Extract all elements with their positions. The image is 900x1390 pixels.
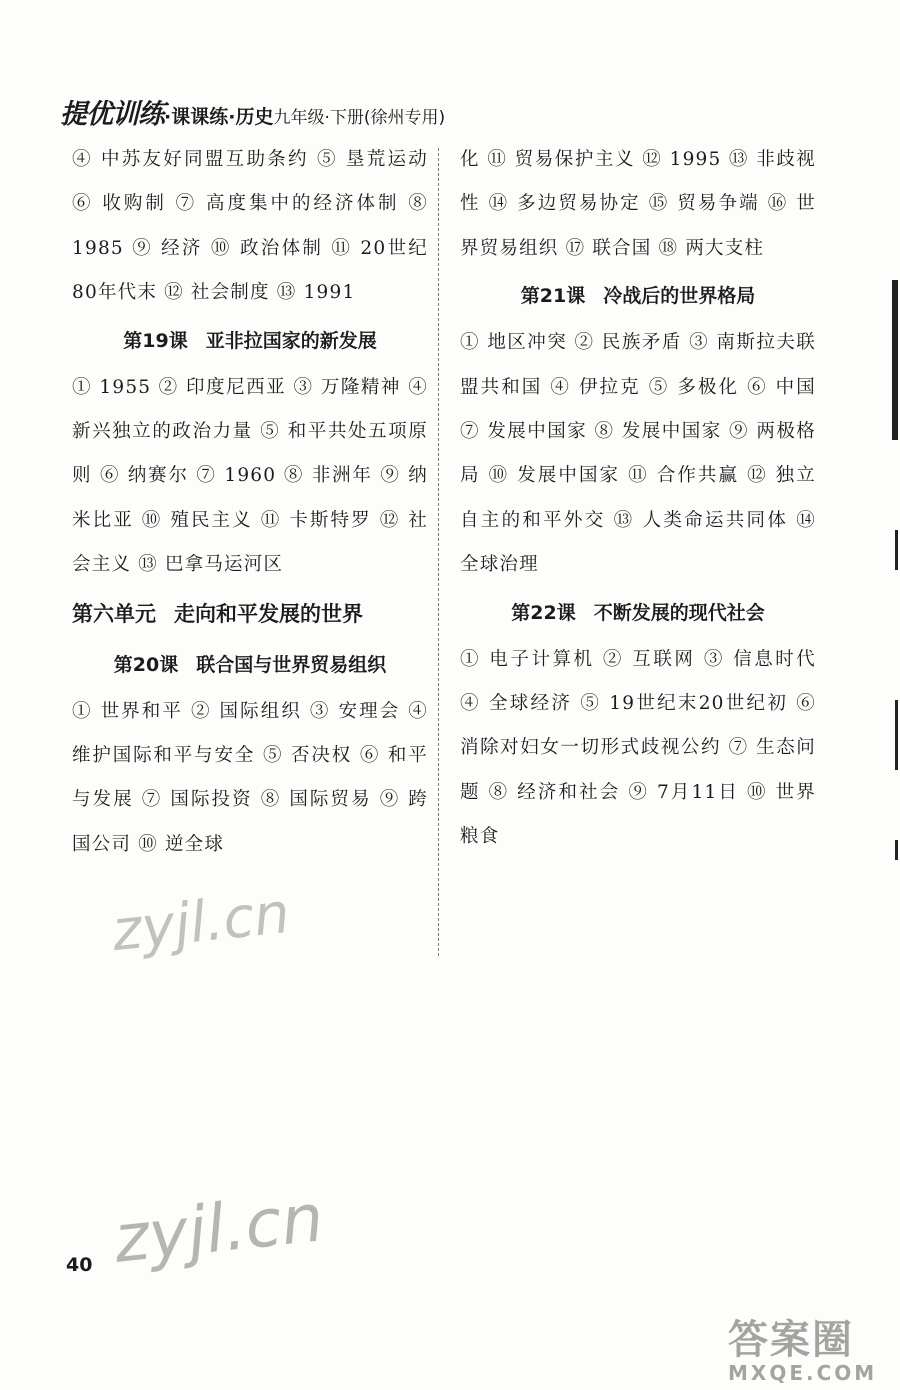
lesson21-heading (460, 271, 816, 321)
subject-name: 历史 (235, 106, 274, 128)
lesson20-number: 第20课 (113, 653, 179, 676)
corner-watermark-logo (728, 1318, 898, 1388)
lesson20-answers-continued: 化 ⑪ 贸易保护主义 ⑫ 1995 ⑬ 非歧视性 ⑭ 多边贸易协定 ⑮ 贸易争端 ⑯ 世界贸易组织 ⑰ 联合国 ⑱ 两大支柱 (460, 149, 816, 259)
lesson19-number: 第19课 (123, 329, 188, 352)
lesson20-heading (72, 640, 428, 690)
lesson22-heading (460, 588, 816, 638)
page-number: 40 (66, 1254, 93, 1276)
lesson21-title: 冷战后的世界格局 (603, 285, 756, 308)
corner-logo-url: MXQE.COM (728, 1361, 878, 1385)
lesson19-answers: ① 1955 ② 印度尼西亚 ③ 万隆精神 ④ 新兴独立的政治力量 ⑤ 和平共处五项原则 ⑥ 纳赛尔 ⑦ 1960 ⑧ 非洲年 ⑨ 纳米比亚 ⑩ 殖民主义 ⑪ 卡斯特罗 ⑫ 社会主义 ⑬ 巴拿马运河区 (72, 376, 428, 576)
watermark-mid: zyjl.cn (109, 880, 293, 965)
lesson22-answers: ① 电子计算机 ② 互联网 ③ 信息时代 ④ 全球经济 ⑤ 19世纪末20世纪初 ⑥ 消除对妇女一切形式歧视公约 ⑦ 生态问题 ⑧ 经济和社会 ⑨ 7月11日 ⑩ 世界粮食 (460, 648, 816, 848)
unit6-heading (72, 588, 428, 640)
lesson20-answers: ① 世界和平 ② 国际组织 ③ 安理会 ④ 维护国际和平与安全 ⑤ 否决权 ⑥ 和平与发展 ⑦ 国际投资 ⑧ 国际贸易 ⑨ 跨国公司 ⑩ 逆全球 (72, 700, 428, 855)
running-header (60, 92, 445, 132)
unit6-number: 第六单元 (72, 601, 156, 626)
lesson21-answers: ① 地区冲突 ② 民族矛盾 ③ 南斯拉夫联盟共和国 ④ 伊拉克 ⑤ 多极化 ⑥ 中国 ⑦ 发展中国家 ⑧ 发展中国家 ⑨ 两极格局 ⑩ 发展中国家 ⑪ 合作共赢 ⑫ 独立自主的和平外交 ⑬ 人类命运共同体 ⑭ 全球治理 (460, 332, 816, 576)
lesson21-number: 第21课 (520, 285, 586, 308)
lesson19-heading (72, 316, 428, 366)
left-column (72, 138, 428, 867)
brand-title: 提优训练 (60, 99, 164, 130)
lesson20-title: 联合国与世界贸易组织 (196, 653, 387, 676)
watermark-bottom: zyjl.cn (110, 1179, 327, 1278)
column-divider (438, 148, 439, 956)
corner-logo-text: 答案圈 (728, 1317, 854, 1363)
grade-volume: 九年级·下册(徐州专用) (273, 108, 446, 128)
scan-edge-marks (886, 280, 900, 1180)
lesson22-title: 不断发展的现代社会 (593, 601, 765, 624)
series-name: ·课课练· (164, 106, 236, 128)
lesson22-number: 第22课 (511, 601, 576, 624)
unit6-title: 走向和平发展的世界 (174, 601, 363, 626)
right-column (460, 138, 816, 860)
lesson19-title: 亚非拉国家的新发展 (205, 329, 377, 352)
lesson18-answers-continued: ④ 中苏友好同盟互助条约 ⑤ 垦荒运动 ⑥ 收购制 ⑦ 高度集中的经济体制 ⑧ 1985 ⑨ 经济 ⑩ 政治体制 ⑪ 20世纪80年代末 ⑫ 社会制度 ⑬ 1991 (72, 149, 428, 304)
